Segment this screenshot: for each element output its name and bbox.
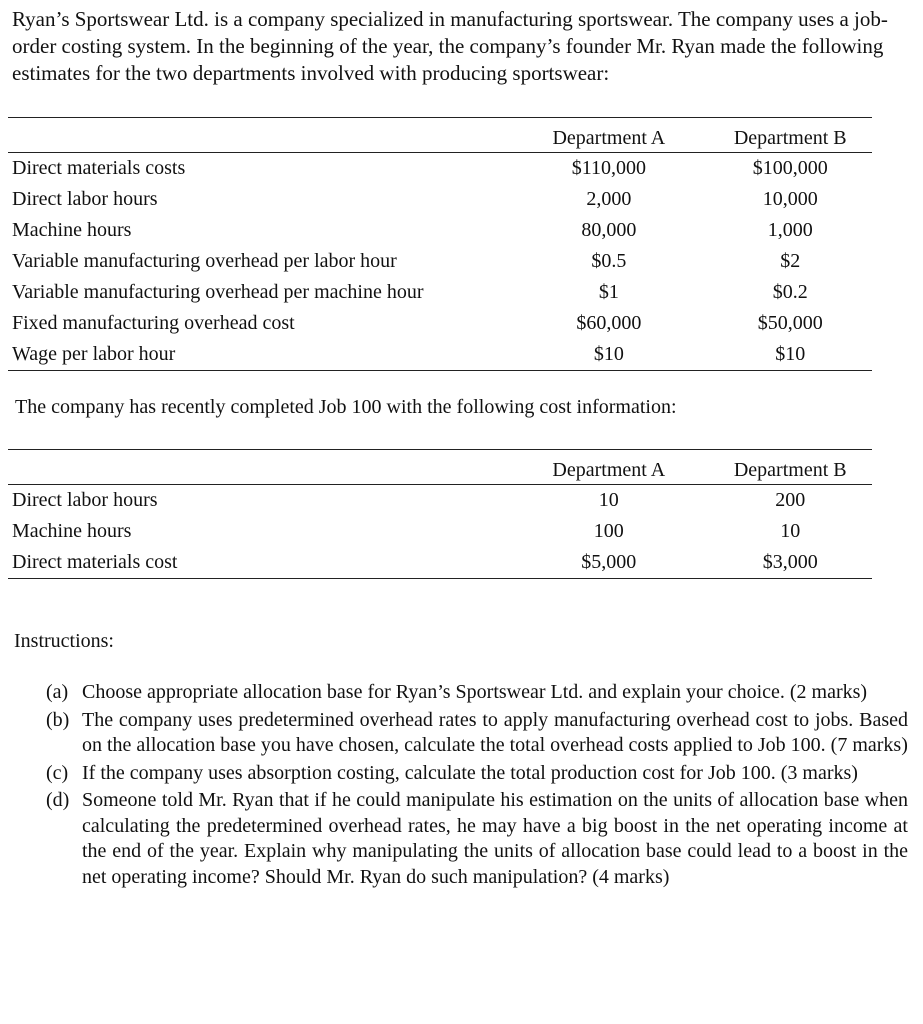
row-dept-a-value: $1 [598,281,619,303]
row-label: Direct materials cost [12,551,178,573]
question-label: (a) [46,681,69,703]
estimates-table [8,117,872,371]
estimates-header-dept-b: Department B [733,127,847,149]
question-label: (b) [46,708,70,731]
intro-paragraph: Ryan’s Sportswear Ltd. is a company specialized in manufacturing sportswear. The company uses a job-order costing system. In the beginning of the year, the company’s founder Mr. Ryan made the following estimates for the two departments involved with producing sportswear: [12,7,888,85]
job-header-blank [8,450,509,485]
job-header-dept-a: Department A [552,459,666,481]
row-dept-a-value: 10 [598,489,619,511]
row-dept-b-value: $2 [780,250,801,272]
estimates-header-blank [8,118,509,153]
row-dept-a-value: $110,000 [571,157,646,179]
row-dept-b-value: 10,000 [762,188,818,210]
table-row [8,547,872,579]
estimates-header-dept-a: Department A [552,127,666,149]
row-label: Fixed manufacturing overhead cost [12,312,295,334]
row-dept-b-value: 200 [775,489,806,511]
row-dept-b-value: $0.2 [772,281,808,303]
row-dept-b-value: 1,000 [767,219,813,241]
job-intro-text: The company has recently completed Job 100 with the following cost information: [15,396,677,418]
table-row [8,277,872,308]
question-text: The company uses predetermined overhead rates to apply manufacturing overhead cost to jobs. Based on the allocation base you have chosen, calculate the total overhead costs applied to Job 100. (7 marks) [82,708,908,756]
question-item [46,761,908,787]
row-label: Machine hours [12,219,132,241]
table-row [8,215,872,246]
row-dept-a-value: $60,000 [576,312,642,334]
row-label: Direct labor hours [12,489,158,511]
question-text: Someone told Mr. Ryan that if he could manipulate his estimation on the units of allocation base when calculating the predetermined overhead rates, he may have a big boost in the net operating income at the end of the year. Explain why manipulating the units of allocation base could lead to a boost in the net operating income? Should Mr. Ryan do such manipulation? (4 marks) [82,789,908,888]
table-row [8,308,872,339]
job-header-row [8,450,872,485]
row-dept-a-value: $10 [593,343,624,365]
row-dept-b-value: $100,000 [752,157,828,179]
row-dept-a-value: 80,000 [581,219,637,241]
row-label: Variable manufacturing overhead per machine hour [12,281,424,303]
table-row [8,246,872,277]
row-dept-b-value: $3,000 [762,551,818,573]
table-row [8,153,872,185]
job-cost-table [8,449,872,579]
row-dept-b-value: $50,000 [757,312,823,334]
job-header-dept-b: Department B [733,459,847,481]
question-label: (d) [46,789,70,811]
question-item [46,680,908,706]
estimates-header-row [8,118,872,153]
table-row [8,516,872,547]
question-list [46,680,908,892]
row-label: Direct labor hours [12,188,158,210]
row-dept-b-value: $10 [775,343,806,365]
row-dept-a-value: $0.5 [591,250,627,272]
question-label: (c) [46,761,69,784]
question-text: If the company uses absorption costing, calculate the total production cost for Job 100. (3 marks) [82,761,858,784]
table-row [8,485,872,517]
row-label: Direct materials costs [12,157,186,179]
row-dept-a-value: $5,000 [581,551,637,573]
row-dept-a-value: 100 [593,520,624,542]
row-label: Wage per labor hour [12,343,176,365]
table-row [8,339,872,371]
row-dept-b-value: 10 [780,520,801,542]
table-row [8,184,872,215]
question-text: Choose appropriate allocation base for Ryan’s Sportswear Ltd. and explain your choice. (2 marks) [82,681,868,703]
row-label: Variable manufacturing overhead per labor hour [12,250,397,272]
instructions-title: Instructions: [14,630,114,652]
question-item [46,708,908,759]
row-dept-a-value: 2,000 [586,188,632,210]
question-item [46,788,908,890]
row-label: Machine hours [12,520,132,542]
